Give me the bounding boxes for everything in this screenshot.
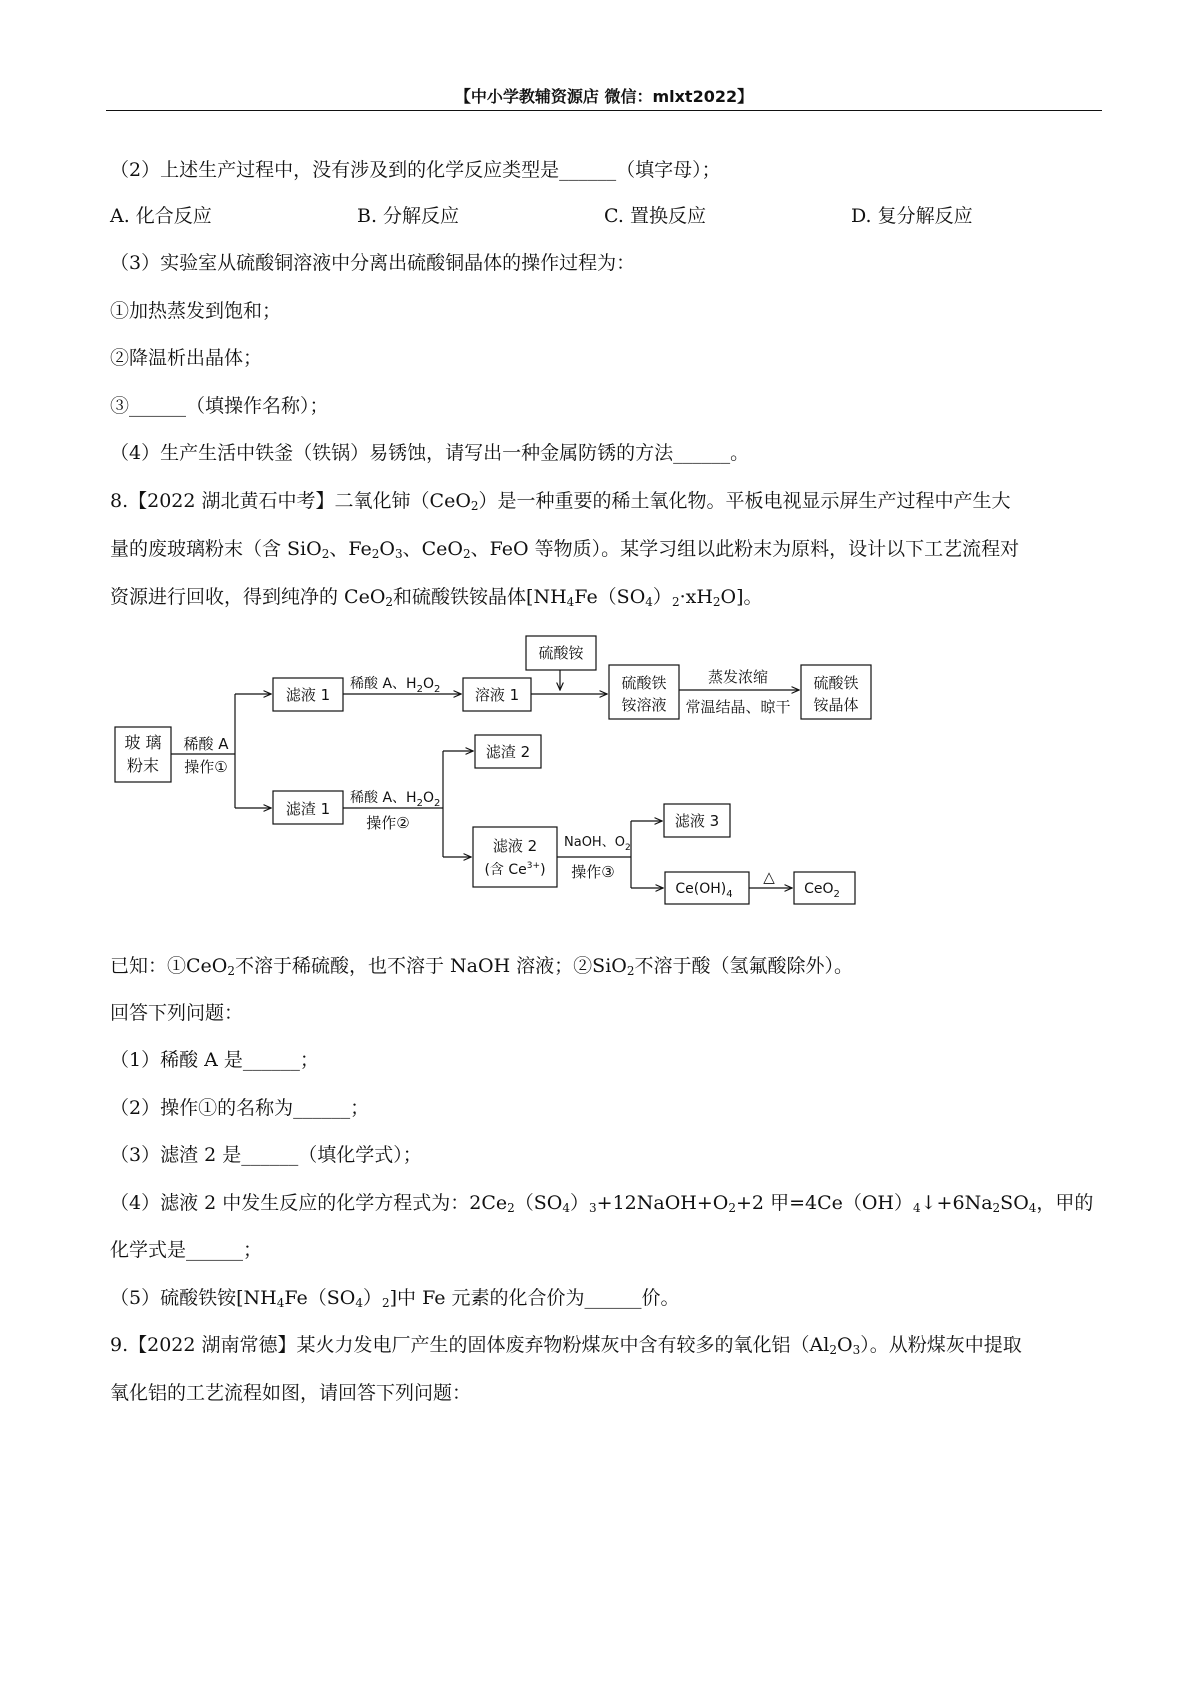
q8-answer-prompt: 回答下列问题： bbox=[110, 1002, 244, 1024]
page-header: 【中小学教辅资源店 微信：mlxt2022】 bbox=[454, 87, 754, 106]
q8-part2: （2）操作①的名称为______； bbox=[110, 1097, 370, 1119]
q7-step2: ②降温析出晶体； bbox=[110, 347, 263, 369]
q9-line1: 9.【2022 湖南常德】某火力发电厂产生的固体废弃物粉煤灰中含有较多的氧化铝$(Al_2O_3)$。从粉煤灰中提取 bbox=[110, 1334, 1022, 1357]
label-operation-3: 操作③ bbox=[571, 863, 615, 881]
heat-symbol: △ bbox=[763, 868, 775, 886]
option-d: D. 复分解反应 bbox=[851, 205, 973, 227]
label-ammonium-sulfate: 硫酸铵 bbox=[538, 644, 584, 662]
label-iron-ammonium-solution-2: 铵溶液 bbox=[621, 696, 667, 714]
q7-part2: （2）上述生产过程中，没有涉及到的化学反应类型是______（填字母）； bbox=[110, 159, 721, 181]
box-filtrate-2 bbox=[473, 827, 557, 887]
label-dilute-acid-a: 稀酸 A bbox=[183, 735, 229, 753]
label-solution-1: 溶液 1 bbox=[474, 686, 520, 704]
label-iron-ammonium-crystal-1: 硫酸铁 bbox=[813, 674, 859, 692]
label-filtrate-1: 滤液 1 bbox=[285, 686, 331, 704]
label-operation-1: 操作① bbox=[184, 758, 228, 776]
header-divider bbox=[106, 110, 1102, 111]
label-acid-h2o2-bottom: 稀酸 A、$H_2O_2$ bbox=[350, 790, 441, 809]
label-filtrate-2: 滤液 2 bbox=[492, 837, 538, 855]
label-naoh-o2: NaOH、$O_2$ bbox=[564, 835, 631, 853]
q7-step1: ①加热蒸发到饱和； bbox=[110, 300, 282, 322]
q9-line2: 氧化铝的工艺流程如图，请回答下列问题： bbox=[110, 1382, 472, 1404]
label-evaporate: 蒸发浓缩 bbox=[707, 668, 769, 686]
q7-step3: ③______（填操作名称）； bbox=[110, 395, 329, 417]
q7-part4: （4）生产生活中铁釜（铁锅）易锈蚀，请写出一种金属防锈的方法______。 bbox=[110, 442, 750, 464]
q8-part1: （1）稀酸 A 是______； bbox=[110, 1049, 319, 1071]
label-ceoh4: $Ce(OH)_4$ bbox=[675, 881, 733, 900]
label-residue-2: 滤渣 2 bbox=[485, 743, 531, 761]
q8-line2: 量的废玻璃粉末（含 SiO$_2$、$Fe_2O_3$、CeO$_2$、FeO 等物质）。某学习组以此粉末为原料，设计以下工艺流程对 bbox=[110, 538, 1020, 561]
label-iron-ammonium-crystal-2: 铵晶体 bbox=[813, 696, 859, 714]
label-ceo2: CeO$_2$ bbox=[804, 881, 840, 900]
label-acid-h2o2-top: 稀酸 A、$H_2O_2$ bbox=[350, 676, 441, 695]
label-filtrate-3: 滤液 3 bbox=[674, 812, 720, 830]
q8-line1: 8.【2022 湖北黄石中考】二氧化铈（CeO$_2$）是一种重要的稀土氧化物。平板电视显示屏生产过程中产生大 bbox=[110, 490, 1011, 513]
label-iron-ammonium-solution-1: 硫酸铁 bbox=[621, 674, 667, 692]
q8-part5: （5）硫酸铁铵$[NH_4Fe(SO_4)_2]$中 Fe 元素的化合价为______价。 bbox=[110, 1287, 680, 1310]
label-glass: 玻 璃 bbox=[124, 733, 162, 752]
q8-part4-line2: 化学式是______； bbox=[110, 1239, 263, 1261]
q7-part3: （3）实验室从硫酸铜溶液中分离出硫酸铜晶体的操作过程为： bbox=[110, 252, 636, 274]
option-a: A. 化合反应 bbox=[110, 205, 212, 227]
label-contains-ce3: (含 $Ce^{3+}$) bbox=[484, 861, 546, 878]
option-c: C. 置换反应 bbox=[604, 205, 706, 227]
q8-line3: 资源进行回收，得到纯净的 CeO$_2$和硫酸铁铵晶体$[NH_4Fe(SO_4)_2\cdot xH_2O]$。 bbox=[110, 586, 763, 609]
q8-known: 已知：①CeO$_2$不溶于稀硫酸，也不溶于 NaOH 溶液；②SiO$_2$不溶于酸（氢氟酸除外）。 bbox=[110, 955, 854, 978]
label-operation-2: 操作② bbox=[366, 814, 410, 832]
process-flowchart bbox=[108, 632, 948, 922]
q8-part3: （3）滤渣 2 是______（填化学式）； bbox=[110, 1144, 422, 1166]
option-b: B. 分解反应 bbox=[357, 205, 460, 227]
label-crystallize: 常温结晶、晾干 bbox=[685, 698, 791, 716]
q8-part4: （4）滤液 2 中发生反应的化学方程式为：$2Ce_2(SO_4)_3+12NaOH+O_2+2$ 甲$=4Ce(OH)_4↓+6Na_2SO_4$，甲的 bbox=[110, 1192, 1094, 1215]
label-powder: 粉末 bbox=[126, 756, 160, 775]
label-residue-1: 滤渣 1 bbox=[285, 800, 331, 818]
